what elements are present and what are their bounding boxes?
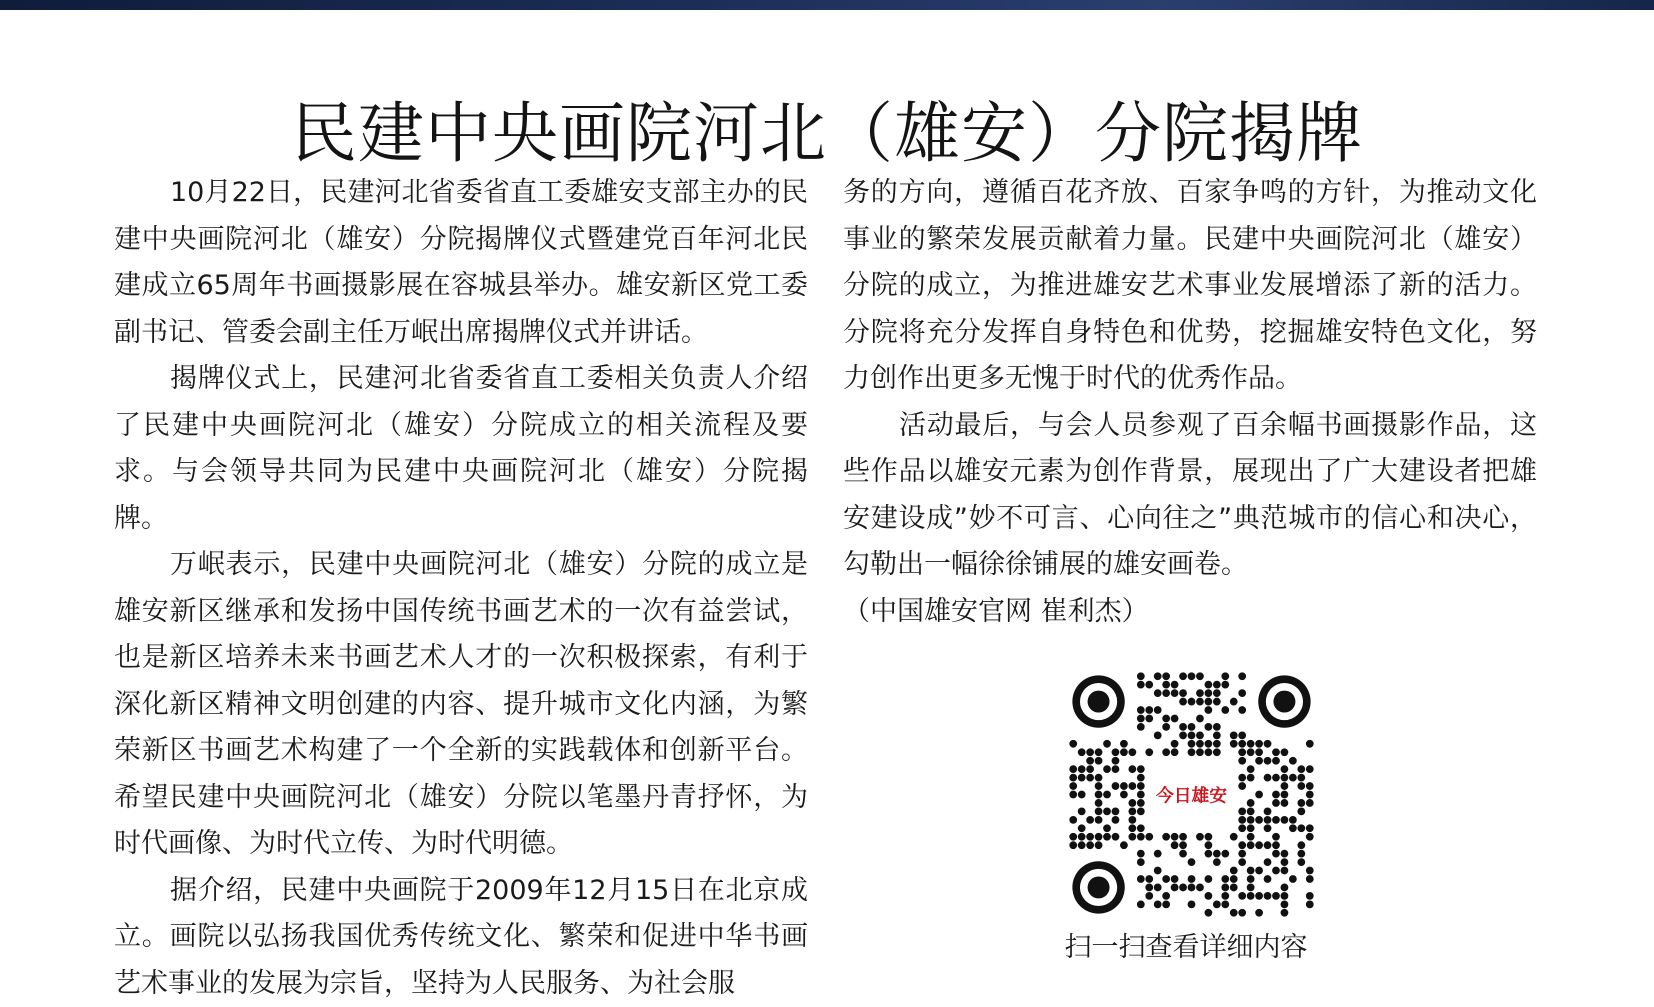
top-color-band (0, 0, 1654, 10)
article-paragraph-1: 10月22日，民建河北省委省直工委雄安支部主办的民建中央画院河北（雄安）分院揭牌仪式暨建党百年河北民建成立65周年书画摄影展在容城县举办。雄安新区党工委副书记、管委会副主任万岷出席揭牌仪式并讲话。 (114, 170, 808, 356)
qr-finder-top-left (1072, 675, 1124, 727)
qr-caption: 扫一扫查看详细内容 (1036, 928, 1336, 968)
article-paragraph-4: 据介绍，民建中央画院于2009年12月15日在北京成立。画院以弘扬我国优秀传统文化、繁荣和促进中华书画艺术事业的发展为宗旨，坚持为人民服务、为社会服 (114, 868, 808, 1007)
qr-finder-top-right (1258, 675, 1310, 727)
article-paragraph-4-continued: 务的方向，遵循百花齐放、百家争鸣的方针，为推动文化事业的繁荣发展贡献着力量。民建中央画院河北（雄安）分院的成立，为推进雄安艺术事业发展增添了新的活力。分院将充分发挥自身特色和优势，挖掘雄安特色文化，努力创作出更多无愧于时代的优秀作品。 (843, 170, 1537, 403)
article-right-column (843, 170, 1537, 635)
article-paragraph-2: 揭牌仪式上，民建河北省委省直工委相关负责人介绍了民建中央画院河北（雄安）分院成立的相关流程及要求。与会领导共同为民建中央画院河北（雄安）分院揭牌。 (114, 356, 808, 542)
qr-code-block (1036, 660, 1336, 980)
article-headline: 民建中央画院河北（雄安）分院揭牌 (0, 86, 1654, 182)
article-left-column (114, 170, 808, 1007)
qr-code-image[interactable] (1069, 672, 1314, 917)
qr-logo-text: 今日雄安 (1156, 784, 1227, 806)
qr-finder-bottom-left (1072, 861, 1124, 913)
article-paragraph-5: 活动最后，与会人员参观了百余幅书画摄影作品，这些作品以雄安元素为创作背景，展现出了广大建设者把雄安建设成”妙不可言、心向往之”典范城市的信心和决心，勾勒出一幅徐徐铺展的雄安画卷。 (843, 403, 1537, 589)
article-byline: （中国雄安官网 崔利杰） (843, 589, 1537, 636)
article-paragraph-3: 万岷表示，民建中央画院河北（雄安）分院的成立是雄安新区继承和发扬中国传统书画艺术的一次有益尝试，也是新区培养未来书画艺术人才的一次积极探索，有利于深化新区精神文明创建的内容、提升城市文化内涵，为繁荣新区书画艺术构建了一个全新的实践载体和创新平台。希望民建中央画院河北（雄安）分院以笔墨丹青抒怀，为时代画像、为时代立传、为时代明德。 (114, 542, 808, 868)
